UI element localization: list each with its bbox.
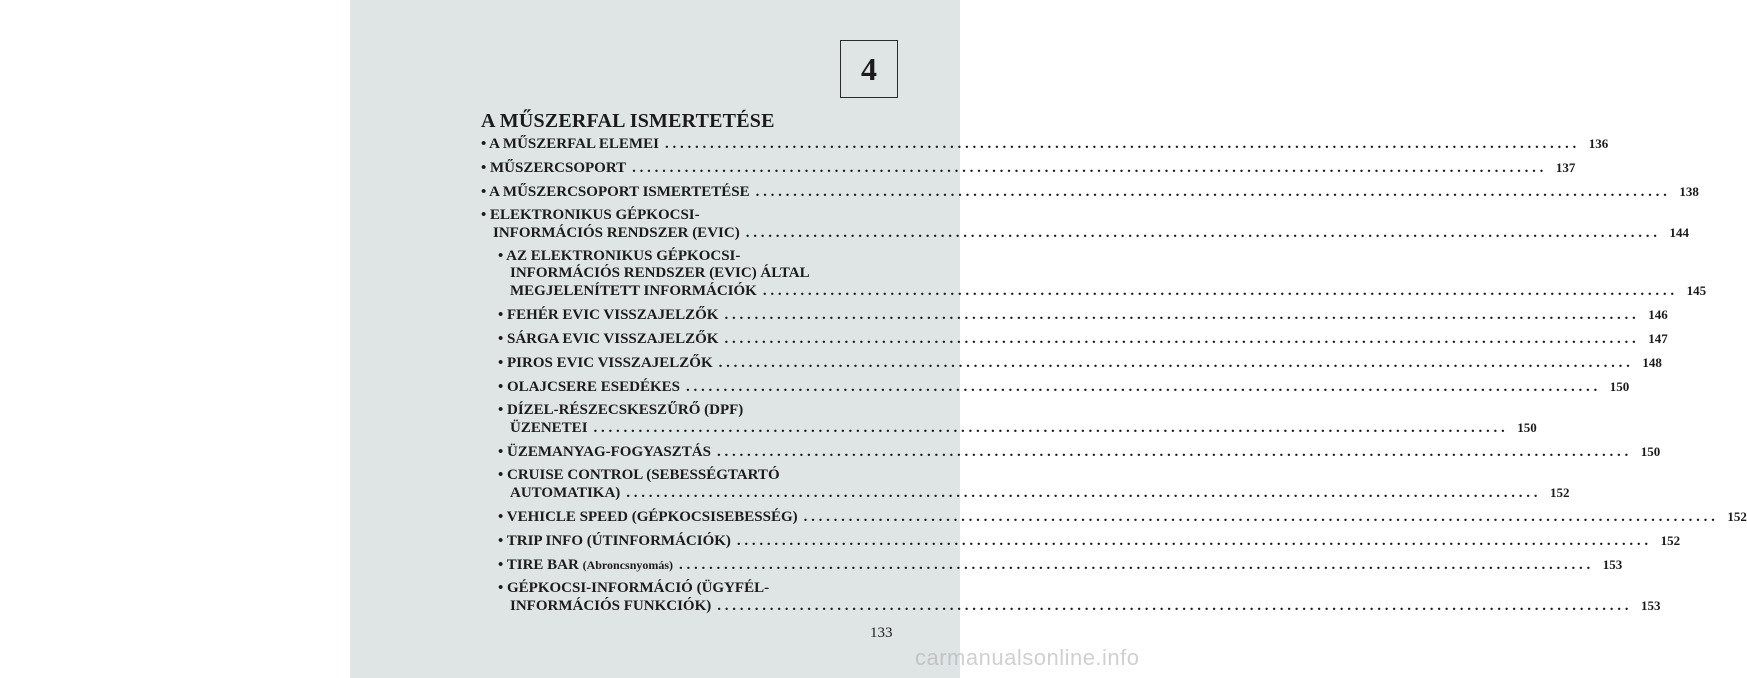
toc-entry-label: • A MŰSZERCSOPORT ISMERTETÉSE [481, 184, 750, 200]
toc-subentry[interactable] [481, 556, 1623, 574]
toc-page-number: 136 [1588, 136, 1609, 151]
toc-entry-label: • TRIP INFO (ÚTINFORMÁCIÓK) [498, 533, 731, 549]
toc-entry-label: • CRUISE CONTROL (SEBESSÉGTARTÓ [498, 467, 780, 483]
toc-entry[interactable] [481, 183, 1699, 201]
toc-page-number: 152 [1727, 509, 1747, 524]
toc-entry-label-cont: MEGJELENÍTETT INFORMÁCIÓK [510, 283, 757, 299]
toc-entry-label: • A MŰSZERFAL ELEMEI [481, 136, 659, 152]
toc-entry-label-cont: INFORMÁCIÓS RENDSZER (EVIC) ÁLTAL [510, 265, 810, 281]
toc-entry[interactable] [481, 159, 1576, 177]
toc-page-number: 152 [1550, 485, 1570, 500]
toc-entry-label: • DÍZEL-RÉSZECSKESZŰRŐ (DPF) [498, 402, 744, 418]
toc-entry[interactable] [481, 207, 1689, 242]
toc-leader-dots [679, 557, 1590, 574]
toc-entry-label: • TIRE BAR [498, 557, 579, 573]
chapter-number-box [840, 40, 898, 98]
toc-entry[interactable] [481, 135, 1609, 153]
toc-leader-dots [719, 355, 1630, 372]
toc-page-number: 152 [1660, 533, 1681, 548]
toc-page-number: 153 [1602, 557, 1623, 572]
toc-leader-dots [626, 485, 1537, 502]
toc-page-number: 145 [1686, 283, 1707, 298]
toc-leader-dots [665, 136, 1576, 153]
toc-page-number: 150 [1609, 379, 1630, 394]
chapter-number: 4 [861, 50, 877, 87]
toc-leader-dots [756, 184, 1667, 201]
toc-entry-label: • ELEKTRONIKUS GÉPKOCSI- [481, 207, 700, 223]
toc-leader-dots [594, 420, 1505, 437]
toc-page-number: 148 [1642, 355, 1662, 370]
toc-subentry[interactable] [481, 402, 1537, 437]
toc-subentry[interactable] [481, 508, 1747, 526]
toc-leader-dots [737, 533, 1648, 550]
toc-entry-label: • SÁRGA EVIC VISSZAJELZŐK [498, 331, 719, 347]
watermark: carmanualsonline.info [915, 645, 1140, 670]
toc-subentry[interactable] [481, 354, 1662, 372]
manual-page [350, 0, 1747, 678]
toc-entry-label: • AZ ELEKTRONIKUS GÉPKOCSI- [498, 248, 741, 264]
toc-leader-dots [804, 509, 1715, 526]
toc-entry-label-cont: INFORMÁCIÓS RENDSZER (EVIC) [493, 225, 740, 241]
toc-page-number: 144 [1669, 225, 1689, 240]
toc-page-number: 138 [1679, 184, 1699, 199]
toc-entry-label: • OLAJCSERE ESEDÉKES [498, 379, 680, 395]
toc-subentry[interactable] [481, 467, 1570, 502]
toc-page-number: 146 [1648, 307, 1668, 322]
toc-subentry[interactable] [481, 330, 1668, 348]
toc-page-number: 150 [1640, 444, 1661, 459]
toc-subentry[interactable] [481, 580, 1661, 615]
toc-entry-label-cont: ÜZENETEI [510, 420, 588, 436]
toc-entry-label-cont: INFORMÁCIÓS FUNKCIÓK) [510, 598, 712, 614]
toc-page-number: 137 [1555, 160, 1576, 175]
table-of-contents [481, 135, 1747, 621]
blank-margin [0, 0, 350, 678]
toc-entry-label: • PIROS EVIC VISSZAJELZŐK [498, 355, 713, 371]
toc-entry-label-cont: AUTOMATIKA) [510, 485, 621, 501]
toc-entry-label: • ÜZEMANYAG-FOGYASZTÁS [498, 444, 711, 460]
toc-subentry[interactable] [481, 306, 1668, 324]
toc-entry-label: • VEHICLE SPEED (GÉPKOCSISEBESSÉG) [498, 509, 798, 525]
toc-subentry[interactable] [481, 532, 1681, 550]
toc-leader-dots [632, 160, 1543, 177]
toc-leader-dots [717, 598, 1628, 615]
toc-leader-dots [717, 444, 1628, 461]
toc-entry-label: • GÉPKOCSI-INFORMÁCIÓ (ÜGYFÉL- [498, 580, 770, 596]
toc-leader-dots [686, 379, 1597, 396]
toc-leader-dots [724, 331, 1635, 348]
toc-entry-label: • MŰSZERCSOPORT [481, 160, 627, 176]
toc-subentry[interactable] [481, 378, 1630, 396]
toc-leader-dots [763, 283, 1674, 300]
toc-entry-label-small: (Abroncsnyomás) [582, 558, 674, 572]
toc-entry-label: • FEHÉR EVIC VISSZAJELZŐK [498, 307, 719, 323]
toc-subentry[interactable] [481, 443, 1661, 461]
toc-page-number: 153 [1641, 598, 1661, 613]
toc-leader-dots [746, 225, 1657, 242]
section-title: A MŰSZERFAL ISMERTETÉSE [481, 110, 775, 132]
toc-leader-dots [724, 307, 1635, 324]
toc-page-number: 150 [1517, 420, 1537, 435]
page-number: 133 [870, 625, 893, 641]
toc-page-number: 147 [1648, 331, 1668, 346]
toc-subentry[interactable] [481, 248, 1707, 300]
